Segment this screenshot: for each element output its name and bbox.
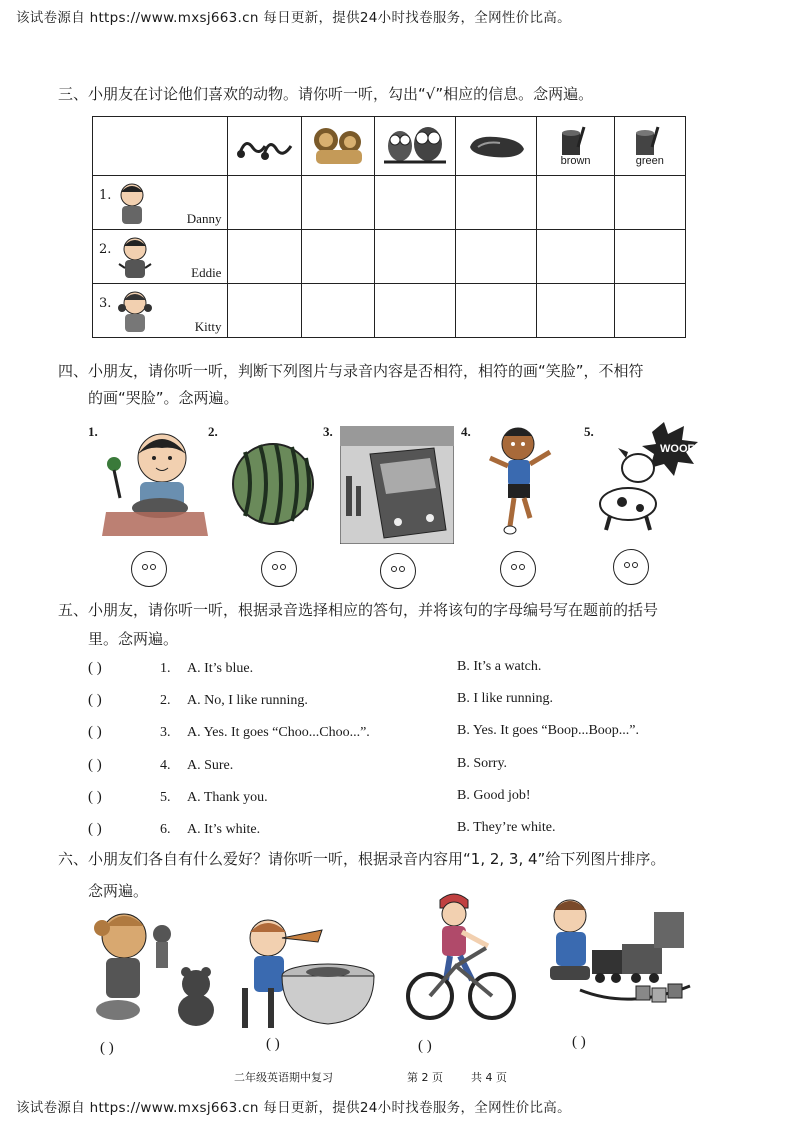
question-number: 4. — [160, 758, 171, 773]
brown-caption: brown — [560, 155, 591, 167]
answer-cell[interactable] — [537, 230, 614, 284]
option-a: A. It’s white. — [187, 822, 261, 837]
header-brown-paint — [537, 117, 614, 176]
header-lions — [301, 117, 374, 176]
option-a: A. Thank you. — [187, 790, 268, 805]
section5-title-line1: 五、小朋友，请你听一听，根据录音选择相应的答句，并将该句的字母编号写在题前的括号 — [58, 601, 659, 619]
owl-icon — [380, 124, 450, 168]
header-snakes — [228, 117, 301, 176]
girl-avatar-icon — [115, 288, 155, 334]
paint-bucket-green-icon — [630, 125, 670, 157]
picture-number: 2. — [208, 424, 218, 439]
row-number: 1. — [99, 188, 112, 203]
option-b: B. Sorry. — [457, 756, 508, 771]
question-number: 5. — [160, 790, 171, 805]
answer-parentheses[interactable]: ( ) — [88, 757, 102, 773]
answer-cell[interactable] — [374, 284, 455, 338]
answer-cell[interactable] — [614, 230, 685, 284]
picture-number: 5. — [584, 424, 594, 439]
answer-cell[interactable] — [228, 176, 301, 230]
boy-running-picture — [484, 422, 556, 540]
answer-parentheses[interactable]: ( ) — [88, 789, 102, 805]
answer-cell[interactable] — [301, 176, 374, 230]
section4-title-line1: 四、小朋友，请你听一听，判断下列图片与录音内容是否相符，相符的画“笑脸”，不相符 — [58, 362, 644, 380]
question-number: 6. — [160, 822, 171, 837]
lion-icon — [306, 124, 370, 168]
section5-title-line2: 里。念两遍。 — [88, 630, 179, 648]
face-circle-1[interactable] — [131, 551, 167, 587]
answer-cell[interactable] — [456, 284, 537, 338]
answer-cell[interactable] — [614, 284, 685, 338]
green-caption: green — [635, 155, 664, 167]
header-meat — [456, 117, 537, 176]
snake-icon — [233, 126, 297, 166]
answer-parentheses[interactable]: ( ) — [88, 821, 102, 837]
question-number: 2. — [160, 693, 171, 708]
answer-cell[interactable] — [614, 176, 685, 230]
footer-page: 第 2 页 — [407, 1071, 443, 1084]
section3-title: 三、小朋友在讨论他们喜欢的动物。请你听一听，勾出“√”相应的信息。念两遍。 — [58, 85, 594, 103]
option-b: B. They’re white. — [457, 820, 556, 835]
picture-number: 1. — [88, 424, 98, 439]
row-number: 3. — [99, 296, 112, 311]
watermelon-picture — [230, 442, 316, 526]
boy-eating-pizza-picture — [232, 908, 382, 1032]
source-banner-top: 该试卷源自 https://www.mxsj663.cn 每日更新，提供24小时找卷服务，全网性价比高。 — [16, 10, 571, 26]
header-owls — [374, 117, 455, 176]
option-a: A. No, I like running. — [187, 693, 308, 708]
paint-bucket-brown-icon — [556, 125, 596, 157]
girl-with-toys-picture — [78, 906, 228, 1032]
boy-playing-train-picture — [540, 890, 698, 1020]
answer-cell[interactable] — [537, 176, 614, 230]
answer-cell[interactable] — [374, 230, 455, 284]
answer-parentheses[interactable]: ( ) — [266, 1036, 280, 1052]
picture-number: 4. — [461, 424, 471, 439]
option-b: B. Yes. It goes “Boop...Boop...”. — [457, 723, 640, 738]
table-row — [93, 176, 686, 230]
face-circle-4[interactable] — [500, 551, 536, 587]
student-cell — [93, 176, 228, 230]
train-station-picture — [340, 426, 454, 544]
source-banner-bottom: 该试卷源自 https://www.mxsj663.cn 每日更新，提供24小时找卷服务，全网性价比高。 — [16, 1100, 571, 1116]
picture-number: 3. — [323, 424, 333, 439]
answer-cell[interactable] — [537, 284, 614, 338]
answer-parentheses[interactable]: ( ) — [88, 724, 102, 740]
answer-cell[interactable] — [456, 176, 537, 230]
header-blank-cell — [93, 117, 228, 176]
section6-title-line2: 念两遍。 — [88, 882, 149, 900]
option-a: A. Yes. It goes “Choo...Choo...”. — [187, 725, 370, 740]
student-cell — [93, 284, 228, 338]
header-green-paint — [614, 117, 685, 176]
answer-parentheses[interactable]: ( ) — [88, 692, 102, 708]
answer-cell[interactable] — [374, 176, 455, 230]
answer-cell[interactable] — [228, 284, 301, 338]
section4-title-line2: 的画“哭脸”。念两遍。 — [88, 389, 239, 407]
answer-cell[interactable] — [456, 230, 537, 284]
answer-parentheses[interactable]: ( ) — [572, 1034, 586, 1050]
barking-dog-picture — [592, 418, 702, 536]
face-circle-2[interactable] — [261, 551, 297, 587]
student-name: Eddie — [191, 265, 222, 280]
student-name: Danny — [186, 211, 222, 226]
option-a: A. It’s blue. — [187, 661, 254, 676]
footer-course: 二年级英语期中复习 — [234, 1071, 333, 1084]
boy-avatar-icon — [115, 234, 155, 280]
question-number: 3. — [160, 725, 171, 740]
footer-total: 共 4 页 — [471, 1071, 507, 1084]
answer-cell[interactable] — [301, 230, 374, 284]
answer-cell[interactable] — [301, 284, 374, 338]
girl-riding-bike-picture — [402, 888, 520, 1024]
face-circle-5[interactable] — [613, 549, 649, 585]
boy-avatar-icon — [115, 180, 149, 226]
student-cell — [93, 230, 228, 284]
student-name: Kitty — [194, 319, 222, 334]
answer-parentheses[interactable]: ( ) — [88, 660, 102, 676]
animal-table — [92, 116, 686, 338]
section6-title-line1: 六、小朋友们各自有什么爱好？请你听一听，根据录音内容用“1, 2, 3, 4”给下列图片排序。 — [58, 850, 666, 868]
answer-cell[interactable] — [228, 230, 301, 284]
row-number: 2. — [99, 242, 112, 257]
woof-text: WOOF — [660, 443, 695, 455]
face-circle-3[interactable] — [380, 553, 416, 589]
steak-icon — [464, 131, 528, 161]
answer-parentheses[interactable]: ( ) — [418, 1038, 432, 1054]
boy-eating-salad-picture — [100, 428, 210, 538]
option-b: B. Good job! — [457, 788, 531, 803]
question-number: 1. — [160, 661, 171, 676]
answer-parentheses[interactable]: ( ) — [100, 1040, 114, 1056]
table-row — [93, 284, 686, 338]
option-b: B. It’s a watch. — [457, 659, 542, 674]
option-b: B. I like running. — [457, 691, 554, 706]
option-a: A. Sure. — [187, 758, 234, 773]
table-row — [93, 230, 686, 284]
